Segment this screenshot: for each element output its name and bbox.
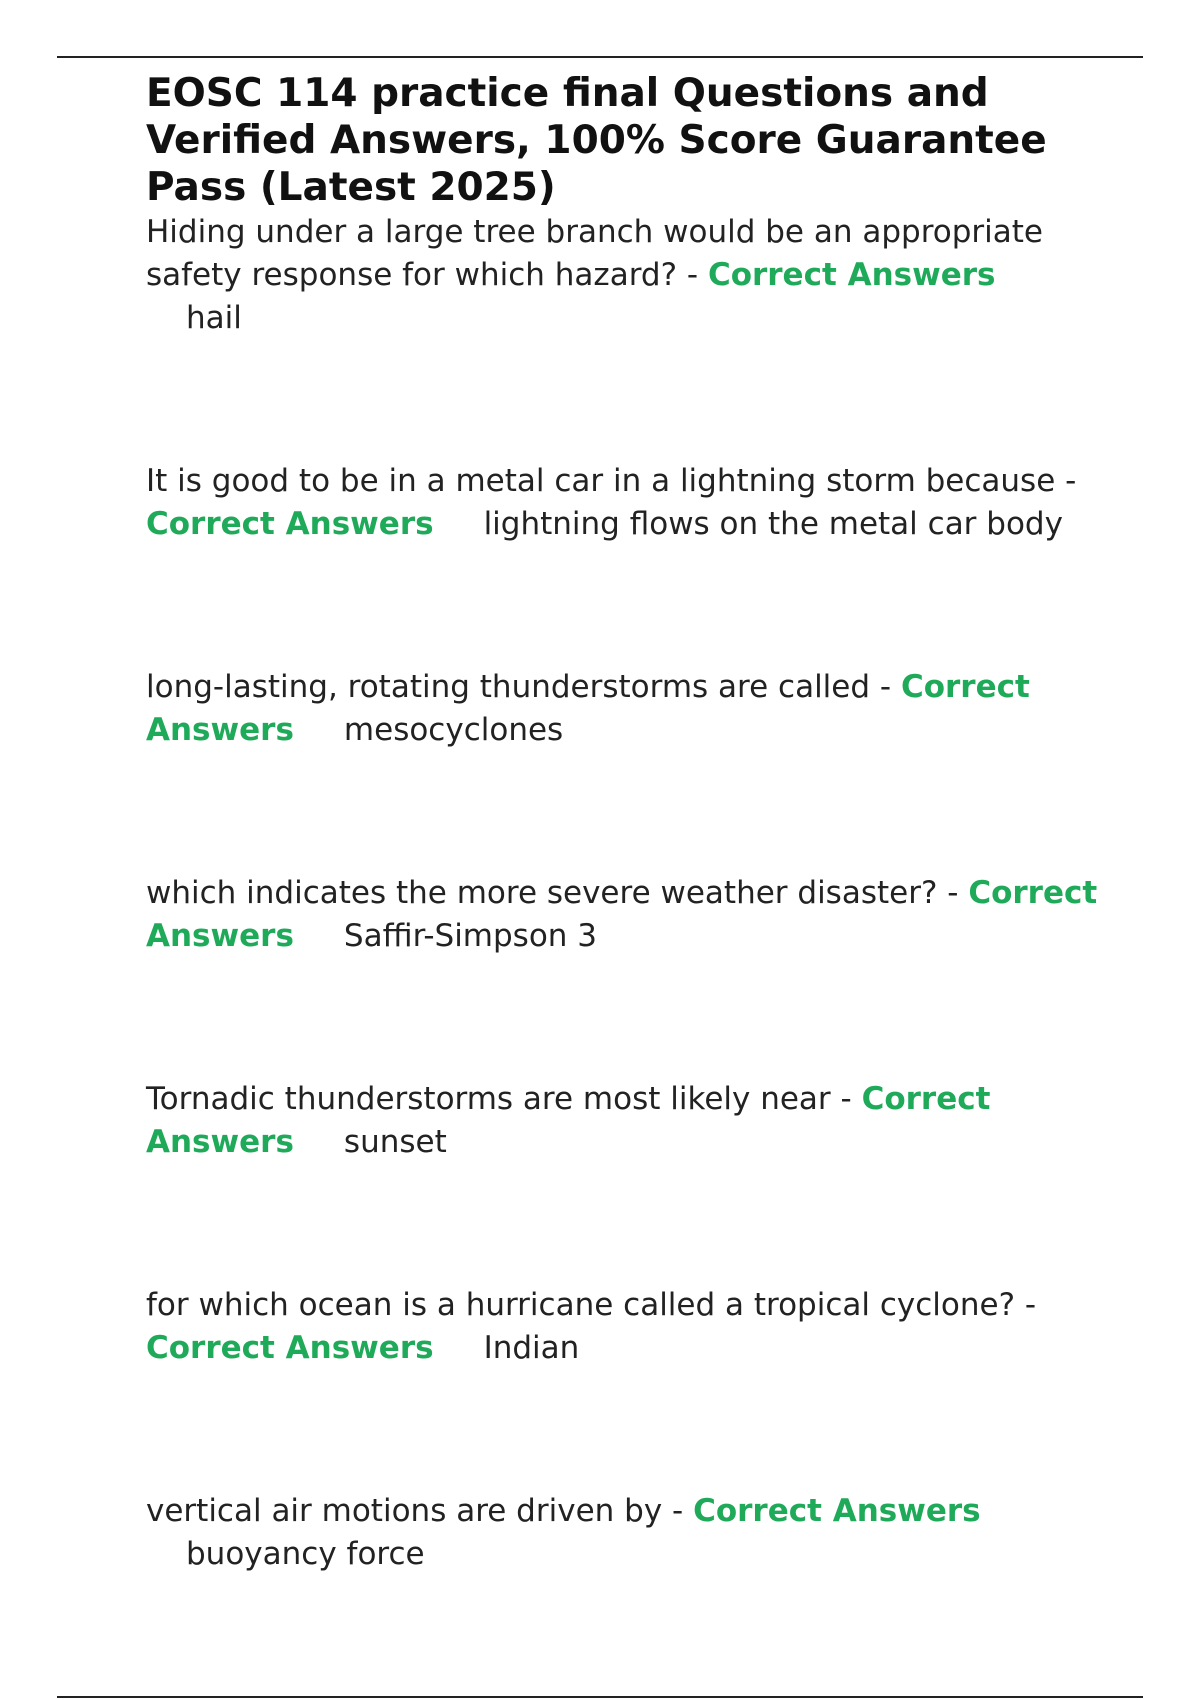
- question-text: which indicates the more severe weather disaster?: [146, 875, 938, 911]
- qa-item: [146, 1284, 1106, 1370]
- answer-text: buoyancy force: [186, 1536, 425, 1572]
- qa-item: [146, 666, 1106, 752]
- question-text: Tornadic thunderstorms are most likely near: [146, 1081, 831, 1117]
- qa-item: [146, 211, 1106, 340]
- question-text: Hiding under a large tree branch would be an appropriate safety response for which hazard?: [146, 214, 1043, 293]
- question-text: long-lasting, rotating thunderstorms are called: [146, 669, 871, 705]
- top-rule: [57, 56, 1143, 58]
- question-text: It is good to be in a metal car in a lightning storm because: [146, 463, 1056, 499]
- correct-answers-label: Correct Answers: [146, 1330, 434, 1366]
- correct-answers-label: Correct Answers: [693, 1493, 981, 1529]
- document-body: [146, 70, 1106, 1576]
- answer-text: hail: [186, 300, 242, 336]
- separator: -: [937, 875, 969, 911]
- separator: -: [1015, 1287, 1037, 1323]
- answer-text: Indian: [483, 1330, 580, 1366]
- separator: -: [662, 1493, 694, 1529]
- answer-text: sunset: [343, 1124, 447, 1160]
- separator: -: [1055, 463, 1077, 499]
- document-title: EOSC 114 practice final Questions and Verified Answers, 100% Score Guarantee Pass (Latest 2025): [146, 71, 1047, 210]
- qa-item: [146, 1078, 1106, 1164]
- qa-item: [146, 872, 1106, 958]
- correct-answers-label: Correct Answers: [707, 257, 996, 293]
- correct-answers-label: Correct Answers: [146, 875, 1098, 954]
- correct-answers-label: Correct Answers: [146, 506, 434, 542]
- qa-item: [146, 1490, 1106, 1576]
- separator: -: [870, 669, 901, 705]
- qa-item: [146, 460, 1106, 546]
- question-text: for which ocean is a hurricane called a tropical cyclone?: [146, 1287, 1016, 1323]
- correct-answers-label: Correct Answers: [146, 669, 1030, 748]
- answer-text: lightning flows on the metal car body: [483, 506, 1063, 542]
- separator: -: [677, 257, 708, 293]
- correct-answers-label: Correct Answers: [146, 1081, 991, 1160]
- bottom-rule: [57, 1696, 1143, 1698]
- answer-text: mesocyclones: [343, 712, 564, 748]
- answer-text: Saffir-Simpson 3: [343, 918, 598, 954]
- question-text: vertical air motions are driven by: [146, 1493, 663, 1529]
- separator: -: [830, 1081, 862, 1117]
